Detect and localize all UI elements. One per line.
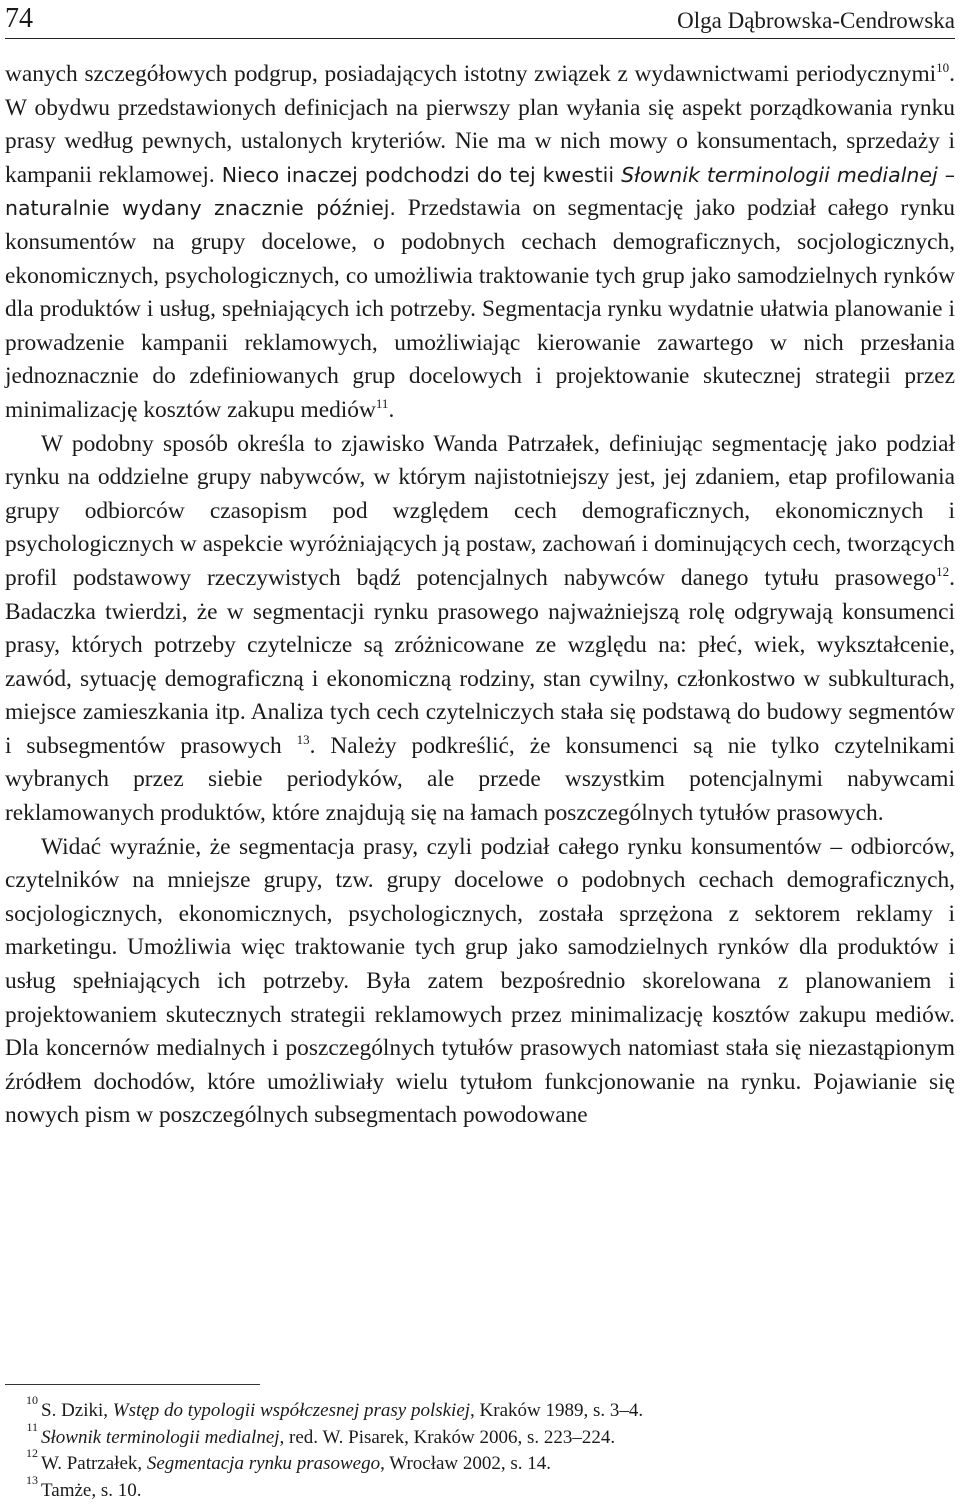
page-header bbox=[5, 2, 955, 39]
paragraph-2 bbox=[5, 428, 955, 831]
footnote-ref-10: 10 bbox=[936, 60, 950, 76]
footnote-number: 11 bbox=[26, 1419, 38, 1434]
footnote-10 bbox=[5, 1393, 955, 1425]
footnote-text: , red. W. Pisarek, Kraków 2006, s. 223–224. bbox=[279, 1426, 616, 1448]
footnote-11 bbox=[5, 1419, 955, 1452]
text-run: Przedstawia on segmentację jako podział całego rynku konsumentów na grupy docelowe, o podobnych cechach demograficznych, socjologicznych, ekonomicznych, psychologicznych, co umożliwia traktowanie tych grup jako samodzielnych rynków dla produktów i usług, spełniających ich potrzeby. Segmentacja rynku wydatnie ułatwia planowanie i prowadzenie kampanii reklamowych, umożliwiając kierowanie zawartego w nich przesłania jednoznacznie do zdefiniowanych grup docelowych i projektowanie skutecznej strategii przez minimalizację kosztów zakupu mediów bbox=[5, 195, 955, 423]
footnote-text: W. Patrzałek, bbox=[41, 1453, 147, 1474]
footnote-number: 13 bbox=[26, 1472, 38, 1487]
paragraph-3: Widać wyraźnie, że segmentacja prasy, czyli podział całego rynku konsumentów – odbiorców, czytelników na mniejsze grupy, tzw. grupy docelowe o podobnych cechach demograficznych, socjologicznych, ekonomicznych, psychologicznych, została sprzężona z sektorem reklamy i marketingu. Umożliwia więc traktowanie tych grup jako samodzielnych rynków dla produktów i usług spełniających ich potrzeby. Była zatem bezpośrednio skorelowana z planowaniem i projektowaniem skutecznych strategii reklamowych przez minimalizację kosztów zakupu mediów. Dla koncernów medialnych i poszczególnych tytułów prasowych natomiast stała się niezastąpionym źródłem dochodów, które umożliwiały wielu tytułom funkcjonowanie na rynku. Pojawianie się nowych pism w poszczególnych subsegmentach powodowane bbox=[5, 833, 955, 1129]
footnote-ref-12: 12 bbox=[936, 564, 950, 580]
text-run: . Należy podkreślić, że konsumenci są nie tylko czytelnikami wybranych przez siebie periodyków, ale przede wszystkim potencjalnymi nabywcami reklamowanych produktów, które znajdują się na łamach poszczególnych tytułów prasowych. bbox=[5, 732, 955, 827]
footnote-12 bbox=[5, 1446, 955, 1478]
text-run: – naturalnie wydany znacznie później. bbox=[5, 162, 955, 221]
footnote-ref-11: 11 bbox=[375, 396, 389, 412]
footnote-title: Słownik terminologii medialnej bbox=[41, 1426, 280, 1448]
text-run: W podobny sposób określa to zjawisko Wanda Patrzałek, definiując segmentację jako podział rynku na oddzielne grupy nabywców, w którym najistotniejszy jest, jej zdaniem, etap profilowania grupy odbiorców czasopism pod względem cech demograficznych, ekonomicznych i psychologicznych w aspekcie wyróżniających ją postaw, zachowań i dominujących cech, tworzących profil podstawowy rzeczywistych bądź potencjalnych nabywców danego tytułu prasowego bbox=[5, 430, 955, 591]
footnote-text: , Wrocław 2002, s. 14. bbox=[380, 1453, 552, 1474]
footnote-ref-13: 13 bbox=[296, 732, 310, 748]
paragraph-1 bbox=[5, 58, 955, 428]
text-run: . bbox=[388, 396, 395, 423]
cited-title: Słownik terminologii medialnej bbox=[621, 162, 938, 187]
text-run: . Badaczka twierdzi, że w segmentacji rynku prasowego najważniejszą rolę odgrywają konsumenci prasy, których potrzeby czytelnicze są zróżnicowane ze względu na: płeć, wiek, wykształcenie, zawód, sytuację demograficzną i ekonomiczną rodziny, stan cywilny, członkostwo w subkulturach, miejsce zamieszkania itp. Analiza tych cech czytelniczych stała się podstawą do budowy segmentów i subsegmentów prasowych bbox=[5, 564, 955, 759]
footnote-number: 12 bbox=[26, 1446, 38, 1460]
footnote-text: Tamże, s. 10. bbox=[41, 1479, 142, 1501]
text-run: wanych szczegółowych podgrup, posiadających istotny związek z wydawnictwami periodycznymi bbox=[5, 61, 937, 87]
footnote-title: Wstęp do typologii współczesnej prasy polskiej bbox=[112, 1400, 471, 1421]
text-run: Nieco inaczej podchodzi do tej kwestii bbox=[214, 162, 622, 187]
footnote-text: S. Dziki, bbox=[41, 1400, 113, 1421]
footnote-13 bbox=[5, 1472, 955, 1505]
footnote-number: 10 bbox=[26, 1393, 38, 1407]
footnote-title: Segmentacja rynku prasowego bbox=[146, 1453, 381, 1474]
footnotes bbox=[5, 1393, 955, 1504]
footnote-text: , Kraków 1989, s. 3–4. bbox=[470, 1400, 644, 1421]
running-head-author: Olga Dąbrowska-Cendrowska bbox=[677, 8, 955, 33]
main-text bbox=[5, 58, 955, 1133]
page-number: 74 bbox=[5, 3, 33, 34]
text-run: . W obydwu przedstawionych definicjach na pierwszy plan wyłania się aspekt porządkowania rynku prasy według pewnych, ustalonych kryteriów. Nie ma w nich mowy o konsumentach, sprzedaży i kampanii reklamowej. bbox=[5, 61, 955, 188]
footnote-separator bbox=[5, 1384, 260, 1385]
